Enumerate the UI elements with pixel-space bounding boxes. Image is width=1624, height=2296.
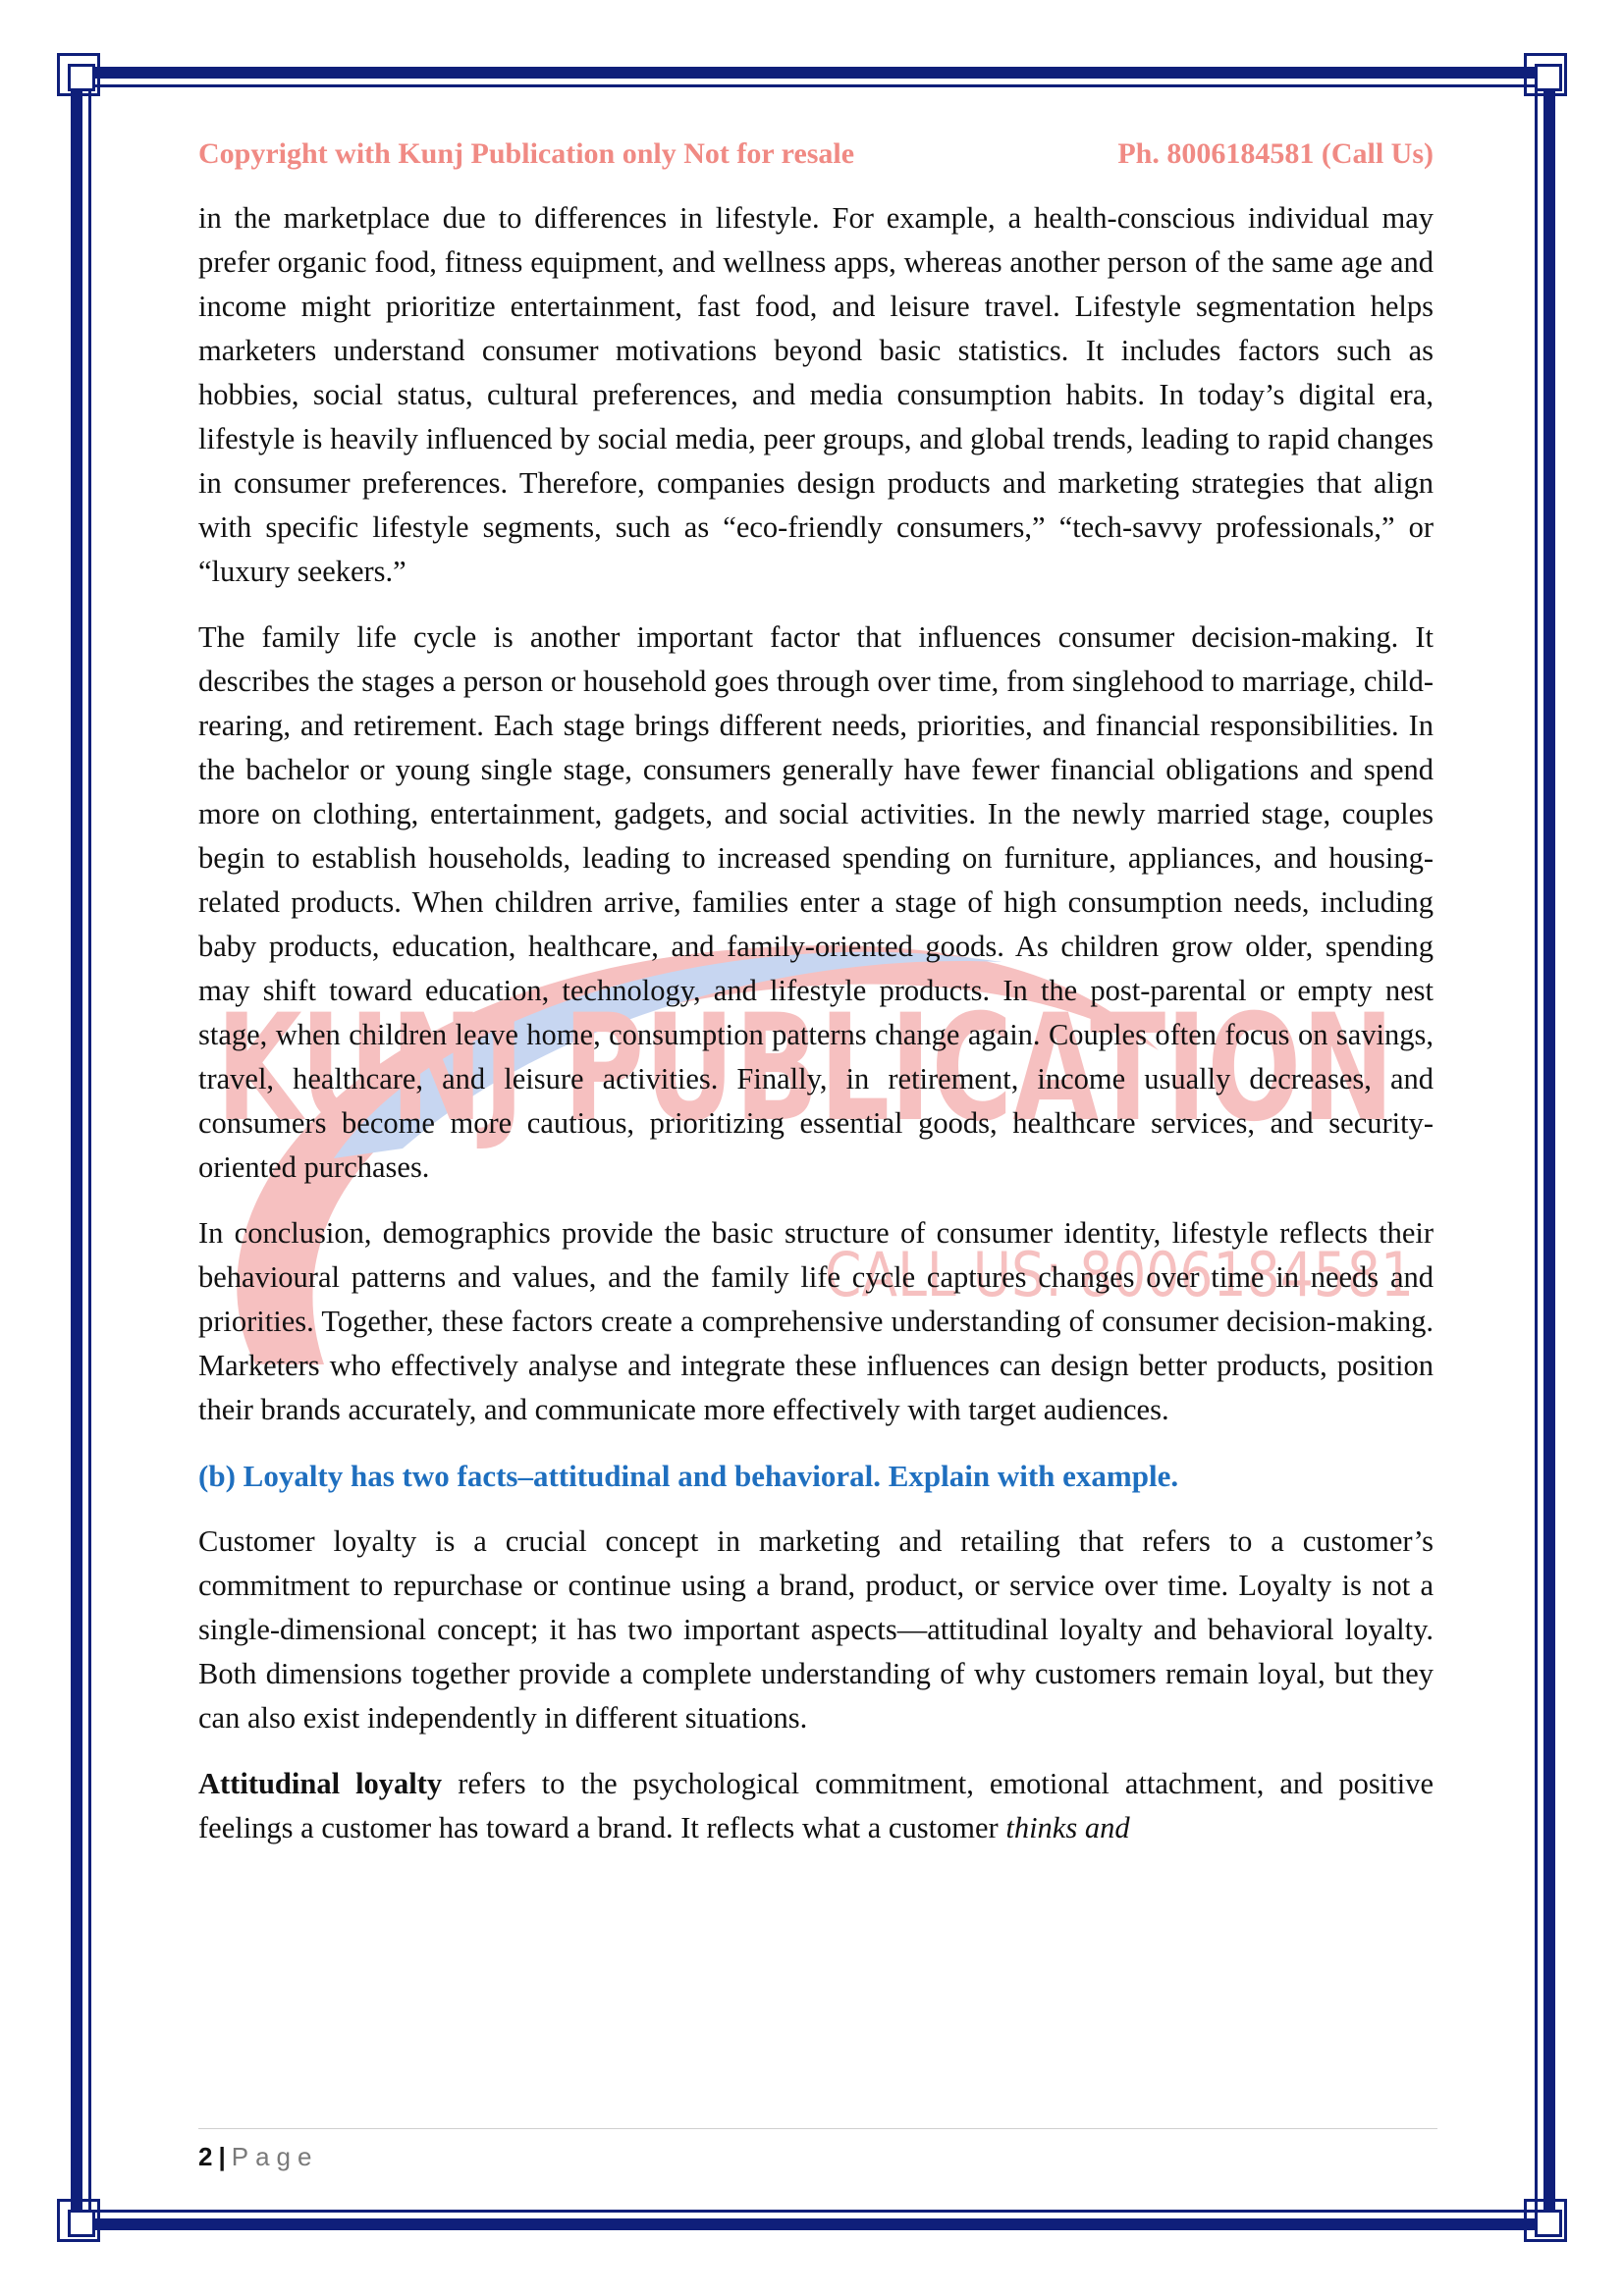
paragraph-attitudinal-loyalty (198, 1762, 1434, 1850)
paragraph-customer-loyalty: Customer loyalty is a crucial concept in marketing and retailing that refers to a customer’s commitment to repurchase or continue using a brand, product, or service over time. Loyalty is not a single-dimensional concept; it has two important aspects—attitudinal loyalty and behavioral loyalty. Both dimensions together provide a complete understanding of why customers remain loyal, but they can also exist independently in different situations. (198, 1524, 1434, 1735)
term-attitudinal-loyalty: Attitudinal loyalty (198, 1767, 443, 1800)
paragraph-lifestyle: in the marketplace due to differences in lifestyle. For example, a health-conscious individual may prefer organic food, fitness equipment, and wellness apps, whereas another person of the same age and income might prioritize entertainment, fast food, and leisure travel. Lifestyle segmentation helps marketers understand consumer motivations beyond basic statistics. It includes factors such as hobbies, social status, cultural preferences, and media consumption habits. In today’s digital era, lifestyle is heavily influenced by social media, peer groups, and global trends, leading to rapid changes in consumer preferences. Therefore, companies design products and marketing strategies that align with specific lifestyle segments, such as “eco-friendly consumers,” “tech-savvy professionals,” or “luxury seekers.” (198, 201, 1434, 588)
footer-separator: | (218, 2142, 226, 2171)
attitudinal-loyalty-text: refers to the psychological commitment, emotional attachment, and positive feelings a customer has toward a brand. It reflects what a customer (198, 1767, 1434, 1844)
paragraph-conclusion: In conclusion, demographics provide the basic structure of consumer identity, lifestyle reflects their behavioural patterns and values, and the family life cycle captures changes over time in needs and priorities. Together, these factors create a comprehensive understanding of consumer decision-making. Marketers who effectively analyse and integrate these influences can design better products, position their brands accurately, and communicate more effectively with target audiences. (198, 1216, 1434, 1426)
corner-ornament-top-left (57, 53, 100, 96)
page-number: 2 (198, 2142, 213, 2171)
page-footer (198, 2142, 318, 2172)
watermark-call-text: CALL US: 8006184581 (825, 1239, 1414, 1310)
page-header (198, 137, 1434, 171)
corner-ornament-bottom-right (1524, 2199, 1567, 2242)
attitudinal-loyalty-emphasis: thinks and (1005, 1811, 1130, 1844)
page-label: Page (231, 2142, 319, 2171)
copyright-notice: Copyright with Kunj Publication only Not for resale (198, 137, 855, 170)
watermark-brand-text: KUNJ PUBLICATION (216, 984, 1394, 1154)
phone-number: Ph. 8006184581 (Call Us) (1117, 137, 1434, 170)
paragraph-family-life-cycle: The family life cycle is another important factor that influences consumer decision-making. It describes the stages a person or household goes through over time, from singlehood to marriage, child-rearing, and retirement. Each stage brings different needs, priorities, and financial responsibilities. In the bachelor or young single stage, consumers generally have fewer financial obligations and spend more on clothing, entertainment, gadgets, and social activities. In the newly married stage, couples begin to establish households, leading to increased spending on furniture, appliances, and housing-related products. When children arrive, families enter a stage of high consumption needs, including baby products, education, healthcare, and family-oriented goods. As children grow older, spending may shift toward education, technology, and lifestyle products. In the post-parental or empty nest stage, when children leave home, consumption patterns change again. Couples often focus on savings, travel, healthcare, and leisure activities. Finally, in retirement, income usually decreases, and consumers become more cautious, prioritizing essential goods, healthcare services, and security-oriented purchases. (198, 620, 1434, 1184)
footer-divider (198, 2128, 1437, 2129)
corner-ornament-top-right (1524, 53, 1567, 96)
question-heading-b: (b) Loyalty has two facts–attitudinal and behavioral. Explain with example. (198, 1459, 1179, 1493)
corner-ornament-bottom-left (57, 2199, 100, 2242)
document-body (198, 196, 1434, 1872)
